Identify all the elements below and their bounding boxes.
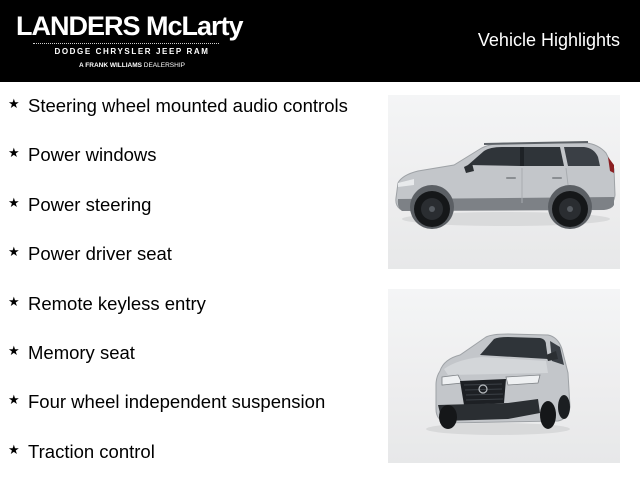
logo-tagline-prefix: A FRANK WILLIAMS xyxy=(79,62,142,69)
suv-side-illustration xyxy=(388,95,620,269)
list-item xyxy=(8,292,378,341)
star-icon: ★ xyxy=(8,245,20,261)
list-item xyxy=(8,94,378,143)
star-icon: ★ xyxy=(8,97,20,112)
vehicle-photo-side[interactable] xyxy=(388,95,620,269)
header-bar xyxy=(0,0,640,82)
feature-label: Steering wheel mounted audio controls xyxy=(28,95,348,116)
list-item xyxy=(8,193,378,242)
logo-tagline xyxy=(16,62,248,69)
list-item xyxy=(8,242,378,291)
star-icon: ★ xyxy=(8,343,20,359)
star-icon: ★ xyxy=(8,195,20,211)
logo-main-text: LANDERS McLarty xyxy=(16,11,243,41)
feature-label: Remote keyless entry xyxy=(28,292,206,314)
feature-label: Traction control xyxy=(28,440,155,462)
suv-front-illustration xyxy=(388,289,620,463)
feature-label: Power driver seat xyxy=(28,243,172,265)
star-icon: ★ xyxy=(8,294,20,310)
logo-brands-text: DODGE CHRYSLER JEEP RAM xyxy=(54,47,210,56)
star-icon: ★ xyxy=(8,146,20,162)
list-item xyxy=(8,341,378,390)
star-icon: ★ xyxy=(8,393,20,409)
feature-label: Memory seat xyxy=(28,341,135,363)
list-item xyxy=(8,440,378,489)
list-item xyxy=(8,143,378,192)
feature-list xyxy=(8,94,378,489)
feature-label: Four wheel independent suspension xyxy=(28,391,326,413)
feature-label: Power windows xyxy=(28,144,157,166)
dealer-logo[interactable] xyxy=(16,10,243,74)
logo-divider xyxy=(33,43,219,44)
page-title: Vehicle Highlights xyxy=(477,30,620,50)
vehicle-photo-front[interactable] xyxy=(388,289,620,463)
feature-label: Power steering xyxy=(28,193,152,215)
list-item xyxy=(8,390,378,439)
logo-tagline-suffix: DEALERSHIP xyxy=(143,62,185,69)
star-icon: ★ xyxy=(8,442,20,458)
